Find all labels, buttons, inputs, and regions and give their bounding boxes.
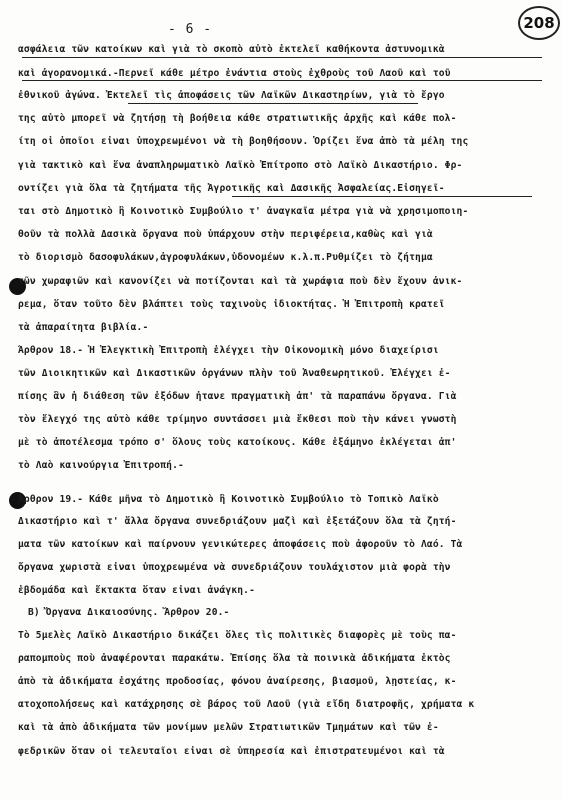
text-line: ἐθνικοῦ ἀγώνα. Ἐκτελεῖ τὶς ἀποφάσεις τῶν Λαϊκῶν Δικαστηρίων, γιὰ τὸ ἔργο	[18, 90, 445, 101]
text-line: ατοχοπολήσεως καὶ κατάχρησης σὲ βάρος τοῦ Λαοῦ (γιὰ εἴδη διατροφῆς, χρήματα κ	[18, 699, 475, 710]
text-line: τῶν Διοικητικῶν καὶ Δικαστικῶν ὀργάνων πλὴν τοῦ Ἀναθεωρητικοῦ. Ἐλέγχει ἐ-	[18, 368, 451, 379]
text-line: ραπομποὺς ποὺ ἀναφέρονται παρακάτω. Ἐπίσης ὅλα τὰ ποινικὰ ἀδικήματα ἐκτὸς	[18, 653, 451, 664]
text-line: τὰ ἀπαραίτητα βιβλία.-	[18, 322, 149, 333]
handwritten-underline	[22, 57, 542, 58]
text-line: ματα τῶν κατοίκων καὶ παίρνουν γενικώτερες ἀποφάσεις ποὺ ἀφοροῦν τὸ Λαό. Τὰ	[18, 539, 463, 550]
handwritten-underline	[232, 196, 532, 197]
article-19-heading: Ἄρθρον 19.- Κάθε μῆνα τὸ Δημοτικὸ ἢ Κοινοτικὸ Συμβούλιο τὸ Τοπικὸ Λαϊκὸ	[18, 494, 439, 505]
text-line: ἑβδομάδα καὶ ἔκτακτα ὅταν εἶναι ἀνάγκη.-	[18, 585, 256, 596]
text-line: της αὐτὸ μπορεῖ νὰ ζητήσῃ τὴ βοήθεια κάθε στρατιωτικῆς ἀρχῆς καὶ κάθε πολ-	[18, 113, 457, 124]
text-line: μὲ τὸ ἀποτέλεσμα τρόπο σ' ὅλους τοὺς κατοίκους. Κάθε ἑξάμηνο ἐκλέγεται ἀπ'	[18, 437, 457, 448]
text-line: Τὸ 5μελὲς Λαϊκὸ Δικαστήριο δικάζει ὅλες τὶς πολιτικὲς διαφορὲς μὲ τοὺς πα-	[18, 630, 457, 641]
text-line: φεδρικῶν ὅταν οἱ τελευταῖοι εἶναι σὲ ὑπηρεσία καὶ ἐπιστρατευμένοι καὶ τὰ	[18, 746, 445, 757]
text-line: οντίζει γιὰ ὅλα τὰ ζητήματα τῆς Ἀγροτικῆς καὶ Δασικῆς Ἀσφαλείας.Εἰσηγεῖ-	[18, 183, 445, 194]
text-line: καὶ τὰ ἀπὸ ἀδικήματα τῶν μονίμων μελῶν Στρατιωτικῶν Τμημάτων καὶ τῶν ἐ-	[18, 722, 439, 733]
text-line: καὶ ἀγορανομικά.-Περνεῖ κάθε μέτρο ἐνάντια στοὺς ἐχθροὺς τοῦ Λαοῦ καὶ τοῦ	[18, 68, 451, 79]
text-line: ἀπὸ τὰ ἀδικήματα ἐσχάτης προδοσίας, φόνου ἀναίρεσης, βιασμοῦ, λῃστείας, κ-	[18, 676, 457, 687]
text-line: τὸν ἔλεγχό της αὐτὸ κάθε τρίμηνο συντάσσει μιὰ ἔκθεσι ποὺ τὴν κάνει γνωστὴ	[18, 414, 457, 425]
text-line: τὸ διορισμὸ δασοφυλάκων,ἀγροφυλάκων,ὑδονομέων κ.λ.π.Ρυθμίζει τὸ ζήτημα	[18, 252, 433, 263]
article-18-heading: Ἄρθρον 18.- Ἡ Ἐλεγκτικὴ Ἐπιτροπὴ ἐλέγχει τὴν Οἰκονομικὴ μόνο διαχείρισι	[18, 345, 439, 356]
text-line: τὸ Λαὸ καινούργια Ἐπιτροπή.-	[18, 460, 184, 471]
text-line: ρεμα, ὅταν τοῦτο δὲν βλάπτει τοὺς ταχινοὺς ἰδιοκτήτας. Ἡ Ἐπιτροπὴ κρατεῖ	[18, 299, 445, 310]
text-line: Δικαστήριο καὶ τ' ἄλλα ὄργανα συνεδριάζουν μαζὶ καὶ ἐξετάζουν ὅλα τὰ ζητή-	[18, 516, 457, 527]
text-line: ίτη οἱ ὁποῖοι εἶναι ὑποχρεωμένοι νὰ τὴ βοηθήσουν. Ὁρίζει ἕνα ἀπὸ τὰ μέλη της	[18, 136, 469, 147]
text-line: ασφάλεια τῶν κατοίκων καὶ γιὰ τὸ σκοπὸ αὐτὸ ἐκτελεῖ καθήκοντα ἀστυνομικὰ	[18, 44, 445, 55]
page-number: - 6 -	[168, 22, 213, 37]
text-line: ὄργανα χωριστὰ εἶναι ὑποχρεωμένα νὰ συνεδριάζουν τουλάχιστον μιὰ φορὰ τὴν	[18, 562, 451, 573]
text-line: τῶν χωραφιῶν καὶ κανονίζει νὰ ποτίζονται καὶ τὰ χωράφια ποὺ δὲν ἔχουν ἀνικ-	[18, 276, 463, 287]
section-b-heading: Β) Ὄργανα Δικαιοσύνης. Ἄρθρον 20.-	[28, 607, 230, 618]
folio-stamp: 208	[518, 6, 560, 40]
text-line: θοῦν τὰ πολλὰ Δασικὰ ὄργανα ποὺ ὑπάρχουν στὴν περιφέρεια,καθὼς καὶ γιὰ	[18, 229, 433, 240]
text-line: πίσης ἂν ἡ διάθεση τῶν ἐξόδων ἦτανε πραγματικὴ ἀπ' τὰ παραπάνω ὄργανα. Γιὰ	[18, 391, 457, 402]
text-line: ται στὸ Δημοτικὸ ἢ Κοινοτικὸ Συμβούλιο τ' ἀναγκαῖα μέτρα γιὰ νὰ χρησιμοποιη-	[18, 206, 469, 217]
text-line: γιὰ τακτικὸ καὶ ἕνα ἀναπληρωματικὸ Λαϊκὸ Ἐπίτροπο στὸ Λαϊκὸ Δικαστήριο. Φρ-	[18, 160, 463, 171]
handwritten-underline	[22, 80, 542, 81]
handwritten-underline	[128, 103, 418, 104]
